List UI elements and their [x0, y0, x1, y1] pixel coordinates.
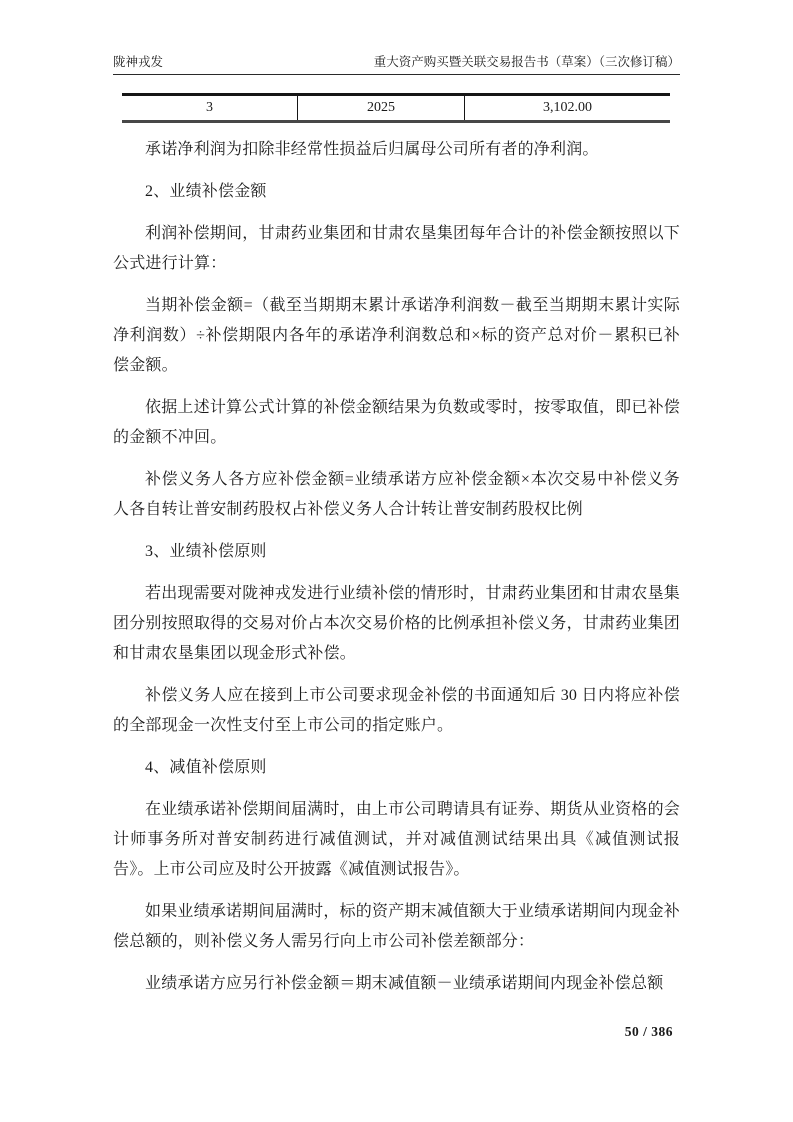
- document-body: [113, 135, 680, 1011]
- table-cell-year: 2025: [298, 96, 465, 120]
- heading-impairment-compensation-principle: 4、减值补偿原则: [145, 759, 267, 776]
- paragraph-impairment-difference: 如果业绩承诺期间届满时，标的资产期末减值额大于业绩承诺期间内现金补偿总额的，则补偿义务人需另行向上市公司补偿差额部分：: [113, 903, 680, 950]
- paragraph-obligor-share-formula: 补偿义务人各方应补偿金额=业绩承诺方应补偿金额×本次交易中补偿义务人各自转让普安制药股权占补偿义务人合计转让普安制药股权比例: [113, 471, 680, 518]
- paragraph-compensation-obligation-allocation: 若出现需要对陇神戎发进行业绩补偿的情形时，甘肃药业集团和甘肃农垦集团分别按照取得的交易对价占本次交易价格的比例承担补偿义务，甘肃药业集团和甘肃农垦集团以现金形式补偿。: [113, 585, 681, 662]
- paragraph-zero-value-rule: 依据上述计算公式计算的补偿金额结果为负数或零时，按零取值，即已补偿的金额不冲回。: [113, 399, 680, 446]
- header-company-short-name: 陇神戎发: [113, 55, 164, 69]
- paragraph-compensation-formula-intro: 利润补偿期间，甘肃药业集团和甘肃农垦集团每年合计的补偿金额按照以下公式进行计算：: [113, 225, 680, 272]
- paragraph-current-compensation-formula: 当期补偿金额=（截至当期期末累计承诺净利润数－截至当期期末累计实际净利润数）÷补偿期限内各年的承诺净利润数总和×标的资产总对价－累积已补偿金额。: [113, 297, 680, 374]
- page-header: [113, 54, 680, 75]
- paragraph-committed-net-profit-note: 承诺净利润为扣除非经常性损益后归属母公司所有者的净利润。: [145, 141, 599, 158]
- paragraph-additional-compensation-formula: 业绩承诺方应另行补偿金额＝期末减值额－业绩承诺期间内现金补偿总额: [145, 975, 664, 992]
- table-cell-amount: 3,102.00: [543, 100, 592, 115]
- paragraph-cash-payment-deadline: 补偿义务人应在接到上市公司要求现金补偿的书面通知后 30 日内将应补偿的全部现金一次性支付至上市公司的指定账户。: [113, 687, 680, 734]
- commitment-table-row: [122, 93, 670, 123]
- heading-performance-compensation-principle: 3、业绩补偿原则: [145, 543, 267, 560]
- page-number: 50 / 386: [624, 1024, 673, 1039]
- heading-performance-compensation-amount: 2、业绩补偿金额: [145, 183, 267, 200]
- paragraph-impairment-test: 在业绩承诺补偿期间届满时，由上市公司聘请具有证券、期货从业资格的会计师事务所对普安制药进行减值测试，并对减值测试结果出具《减值测试报告》。上市公司应及时公开披露《减值测试报告》。: [113, 801, 680, 878]
- table-cell-index: 3: [122, 96, 298, 120]
- header-document-title: 重大资产购买暨关联交易报告书（草案）（三次修订稿）: [373, 55, 680, 69]
